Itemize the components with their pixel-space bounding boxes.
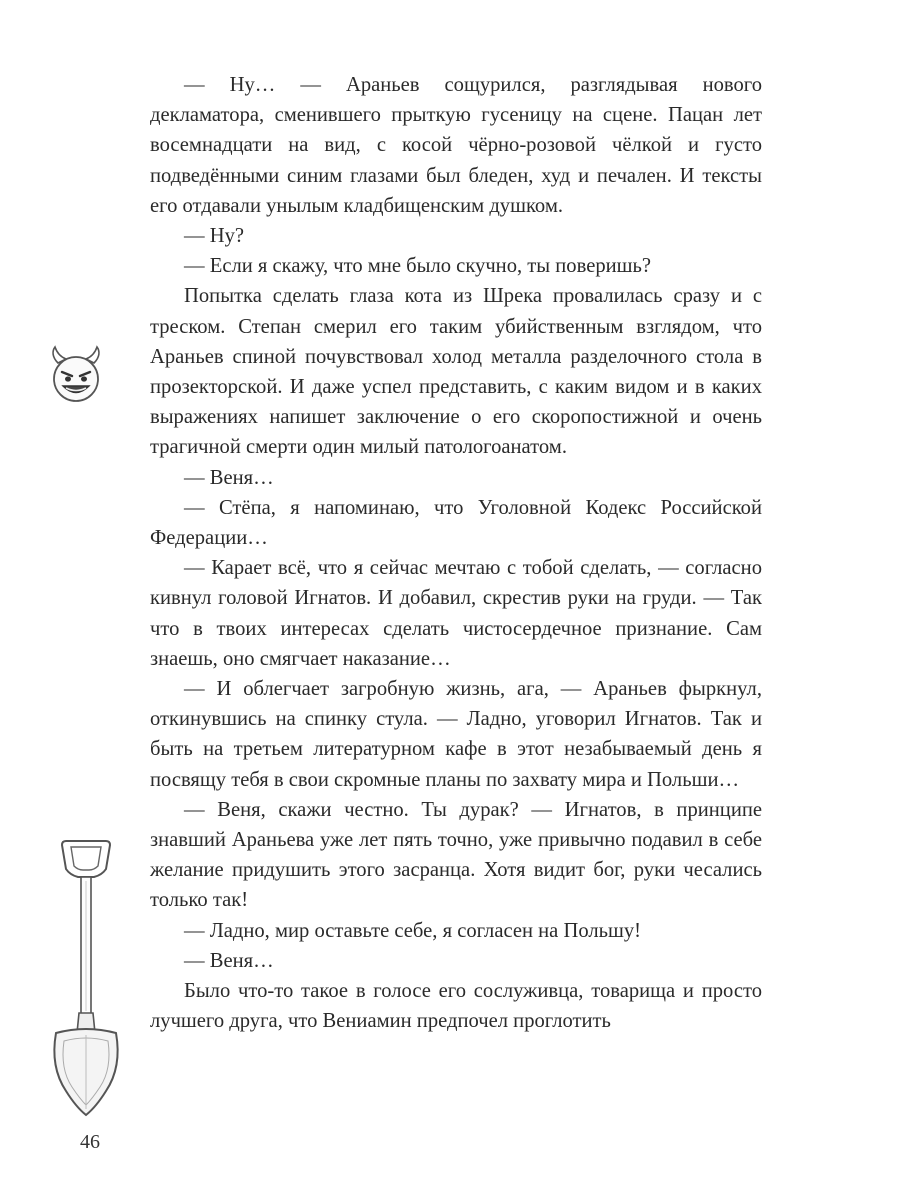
paragraph: Попытка сделать глаза кота из Шрека провалилась сразу и с треском. Степан смерил его таким убийственным взглядом, что Араньев спиной почувствовал холод металла разделочного стола в прозекторской. И даже успел представить, с каким видом и в каких выражениях напишет заключение о его скоропостижной и очень трагичной смерти один милый патологоанатом. <box>150 285 762 459</box>
paragraph: — Ладно, мир оставьте себе, я согласен на Польшу! <box>184 919 642 942</box>
paragraph: — Карает всё, что я сейчас мечтаю с тобой сделать, — согласно кивнул головой Игнатов. И добавил, скрестив руки на груди. — Так что в твоих интересах сделать чистосердечное признание. Сам знаешь, оно смягчает наказание… <box>150 557 762 670</box>
text-body <box>150 70 762 1037</box>
paragraph: — Веня… <box>184 466 274 489</box>
paragraph: — Стёпа, я напоминаю, что Уголовной Кодекс Российской Федерации… <box>150 496 762 550</box>
paragraph: — Если я скажу, что мне было скучно, ты поверишь? <box>184 255 652 278</box>
paragraph: — Ну? <box>184 225 245 248</box>
paragraph: — Веня… <box>184 949 274 972</box>
paragraph: — Ну… — Араньев сощурился, разглядывая нового декламатора, сменившего прыткую гусеницу на сцене. Пацан лет восемнадцати на вид, с косой чёрно-розовой чёлкой и густо подведёнными синим глазами был бледен, худ и печален. И тексты его отдавали унылым кладбищенским душком. <box>150 74 762 217</box>
paragraph: — И облегчает загробную жизнь, ага, — Араньев фыркнул, откинувшись на спинку стула. — Ладно, уговорил Игнатов. Так и быть на третьем литературном кафе в этот незабываемый день я посвящу тебя в свои скромные планы по захвату мира и Польши… <box>150 678 762 791</box>
shovel-icon <box>44 835 134 1120</box>
devil-emoji-icon <box>44 343 108 407</box>
paragraph: — Веня, скажи честно. Ты дурак? — Игнатов, в принципе знавший Араньева уже лет пять точно, уже привычно подавил в себе желание придушить этого засранца. Хотя видит бог, руки чесались только так! <box>150 798 762 912</box>
paragraph: Было что-то такое в голосе его сослуживца, товарища и просто лучшего друга, что Вениамин предпочел проглотить <box>150 980 762 1033</box>
page-number: 46 <box>80 1131 100 1153</box>
